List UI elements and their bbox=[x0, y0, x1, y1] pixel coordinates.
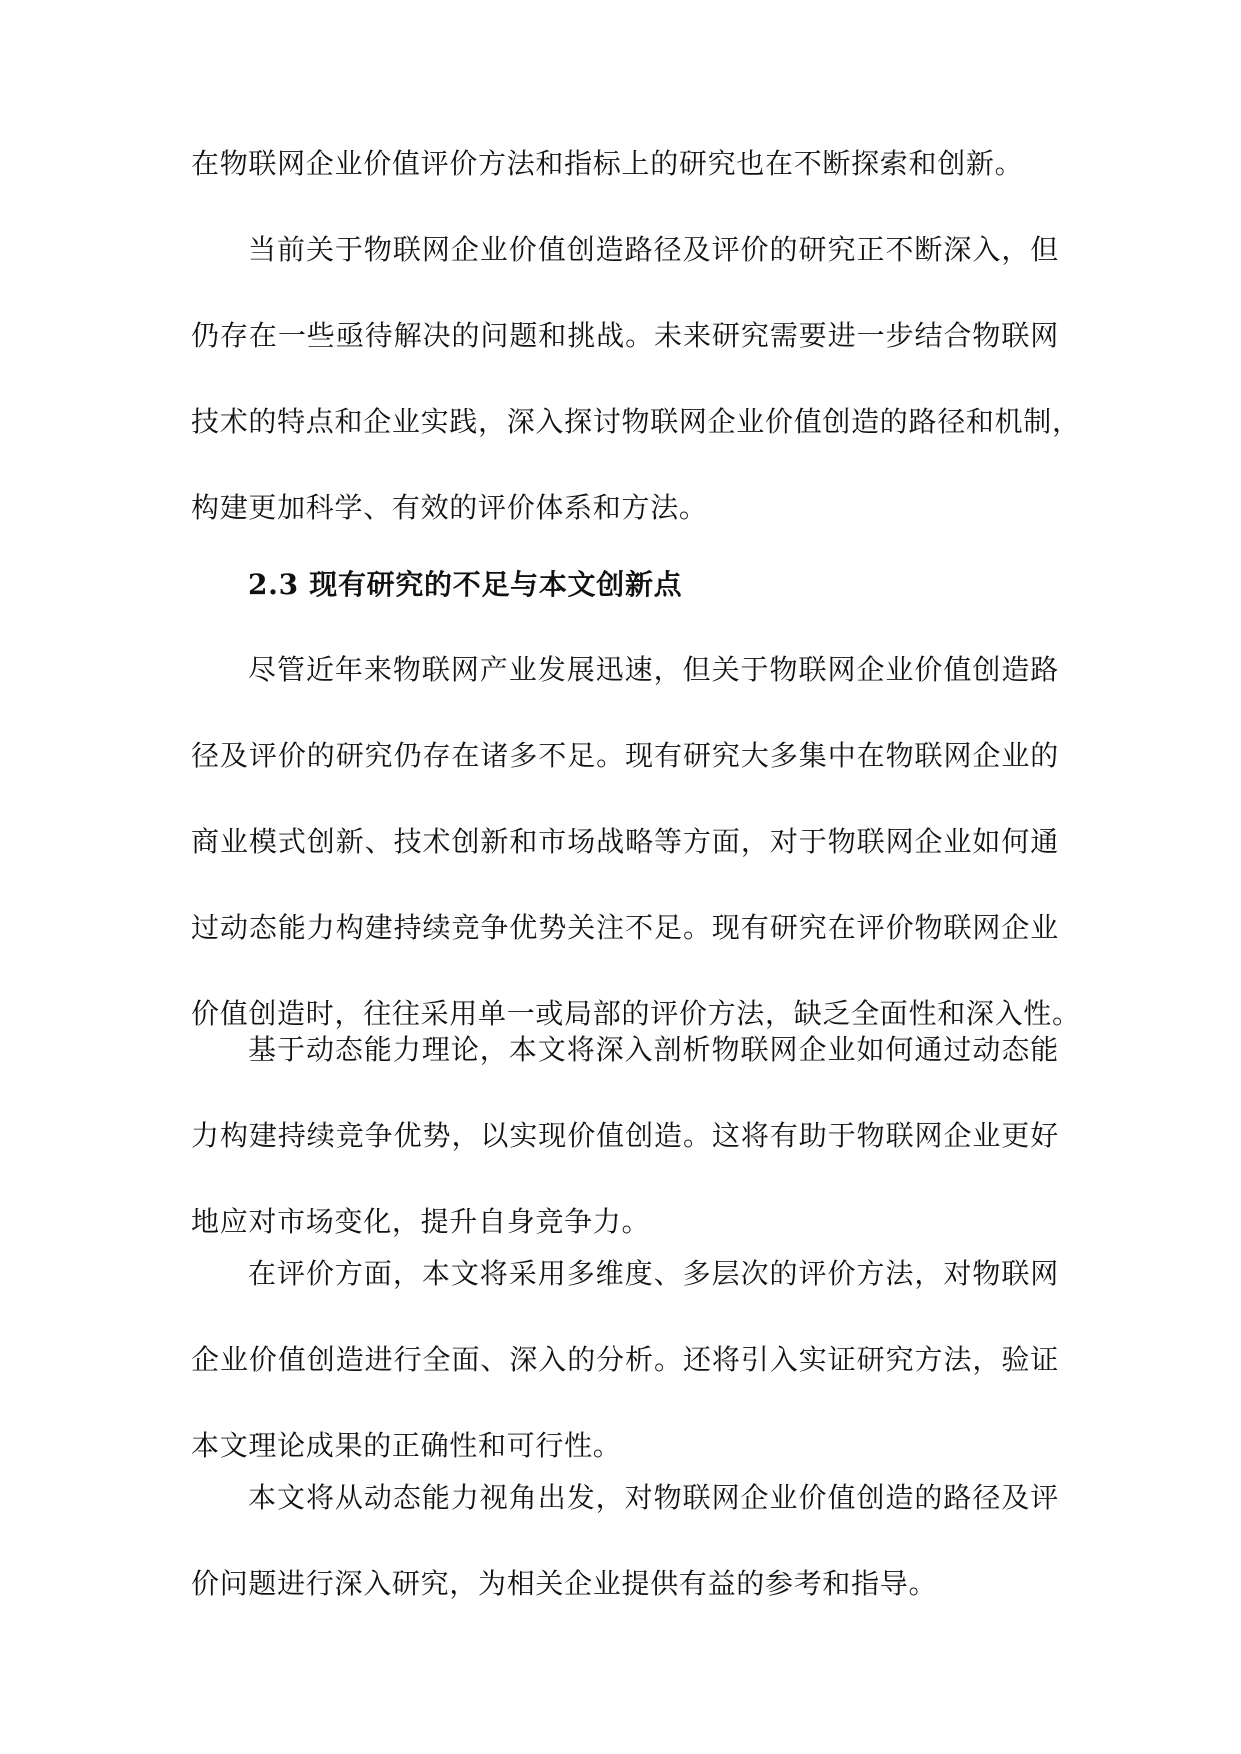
text-line: 过动态能力构建持续竞争优势关注不足。现有研究在评价物联网企业 bbox=[191, 911, 1059, 944]
text-line: 企业价值创造进行全面、深入的分析。还将引入实证研究方法，验证 bbox=[191, 1343, 1059, 1376]
paragraph-continuation bbox=[191, 146, 1059, 181]
text-line: 仍存在一些亟待解决的问题和挑战。未来研究需要进一步结合物联网 bbox=[191, 319, 1059, 352]
paragraph-conclusion bbox=[191, 1480, 1059, 1601]
text-line: 价问题进行深入研究，为相关企业提供有益的参考和指导。 bbox=[191, 1567, 938, 1600]
paragraph-shortcomings bbox=[191, 652, 1081, 1031]
text-line: 构建更加科学、有效的评价体系和方法。 bbox=[191, 491, 708, 524]
section-heading bbox=[191, 567, 1059, 602]
text-line: 商业模式创新、技术创新和市场战略等方面，对于物联网企业如何通 bbox=[191, 825, 1059, 858]
text-line: 尽管近年来物联网产业发展迅速，但关于物联网企业价值创造路 bbox=[248, 653, 1059, 686]
paragraph-evaluation bbox=[191, 1256, 1059, 1463]
text-line: 技术的特点和企业实践，深入探讨物联网企业价值创造的路径和机制， bbox=[191, 405, 1081, 438]
text-line: 价值创造时，往往采用单一或局部的评价方法，缺乏全面性和深入性。 bbox=[191, 997, 1081, 1030]
text-line: 本文理论成果的正确性和可行性。 bbox=[191, 1429, 622, 1462]
paragraph-dynamic-capability bbox=[191, 1032, 1059, 1239]
section-title: 2.3 现有研究的不足与本文创新点 bbox=[248, 568, 683, 601]
text-line: 当前关于物联网企业价值创造路径及评价的研究正不断深入，但 bbox=[248, 233, 1059, 266]
text-line: 径及评价的研究仍存在诸多不足。现有研究大多集中在物联网企业的 bbox=[191, 739, 1059, 772]
text-line: 在评价方面，本文将采用多维度、多层次的评价方法，对物联网 bbox=[248, 1257, 1059, 1290]
text-line: 力构建持续竞争优势，以实现价值创造。这将有助于物联网企业更好 bbox=[191, 1119, 1059, 1152]
text-line: 基于动态能力理论，本文将深入剖析物联网企业如何通过动态能 bbox=[248, 1033, 1059, 1066]
text-line: 在物联网企业价值评价方法和指标上的研究也在不断探索和创新。 bbox=[191, 147, 1024, 180]
text-line: 地应对市场变化，提升自身竞争力。 bbox=[191, 1205, 651, 1238]
text-line: 本文将从动态能力视角出发，对物联网企业价值创造的路径及评 bbox=[248, 1481, 1059, 1514]
paragraph-research-outlook bbox=[191, 232, 1081, 525]
